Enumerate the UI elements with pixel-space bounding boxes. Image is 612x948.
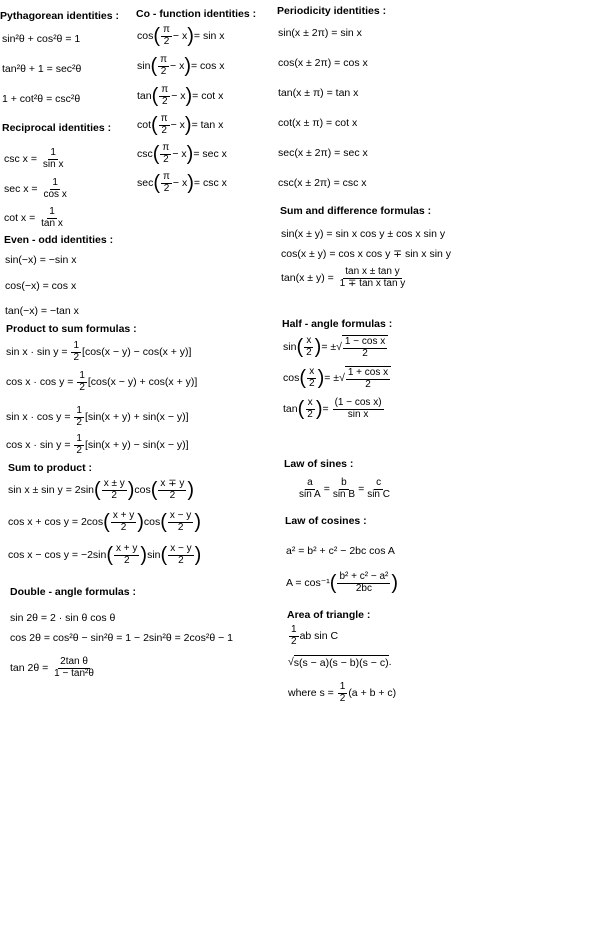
sum-to-product-eq-3: cos x − cos y = −2sin( $\frac{x + y}{2}$ )sin( $\frac{x - y}{2}$ ) bbox=[8, 543, 202, 566]
periodicity-eq-2: cos(x ± 2π) = cos x bbox=[278, 57, 368, 69]
reciprocal-title: Reciprocal identities : bbox=[2, 122, 112, 134]
area-eq-2: √s(s − a)(s − b)(s − c). bbox=[288, 656, 392, 669]
sum-difference-eq-1: sin(x ± y) = sin x cos y ± cos x sin y bbox=[281, 228, 446, 240]
law-of-sines-eq: $\frac{a}{\text{sin A}}$ = $\frac{b}{\text{sin B}}$ = $\frac{c}{\text{sin C}}$ bbox=[299, 477, 390, 500]
area-eq-3: where s = $\frac{1}{2}$ (a + b + c) bbox=[288, 681, 397, 704]
cofunction-eq-4: cot( $\frac{\pi}{2}$ − x)= tan x bbox=[137, 113, 224, 136]
half-angle-eq-1: sin( $\frac{x}{2}$ )= ±√ $\frac{\text{1 − cos x}}{2}$ bbox=[283, 335, 388, 359]
product-eq-4: cos x · sin y = $\frac{1}{2}$ [sin(x + y) − sin(x − y)] bbox=[6, 433, 189, 456]
cofunction-eq-5: csc( $\frac{\pi}{2}$ − x)= sec x bbox=[137, 142, 227, 165]
even-odd-eq-2: cos(−x) = cos x bbox=[5, 280, 77, 292]
cofunction-title: Co - function identities : bbox=[136, 8, 257, 20]
even-odd-eq-3: tan(−x) = −tan x bbox=[5, 305, 79, 317]
double-angle-eq-2: cos 2θ = cos²θ − sin²θ = 1 − 2sin²θ = 2cos²θ − 1 bbox=[10, 632, 233, 644]
sum-to-product-eq-2: cos x + cos y = 2cos( $\frac{x + y}{2}$ )cos( $\frac{x - y}{2}$ ) bbox=[8, 510, 201, 533]
half-angle-title: Half - angle formulas : bbox=[282, 318, 393, 330]
periodicity-eq-1: sin(x ± 2π) = sin x bbox=[278, 27, 362, 39]
cofunction-eq-1: cos( $\frac{\pi}{2}$ − x)= sin x bbox=[137, 24, 225, 47]
sum-to-product-title: Sum to product : bbox=[8, 462, 92, 474]
cofunction-eq-2: sin( $\frac{\pi}{2}$ − x)= cos x bbox=[137, 54, 225, 77]
product-title: Product to sum formulas : bbox=[6, 323, 137, 335]
cofunction-eq-3: tan( $\frac{\pi}{2}$ − x)= cot x bbox=[137, 84, 224, 107]
periodicity-eq-6: csc(x ± 2π) = csc x bbox=[278, 177, 367, 189]
pythagorean-eq-2: tan²θ + 1 = sec²θ bbox=[2, 63, 82, 75]
periodicity-eq-5: sec(x ± 2π) = sec x bbox=[278, 147, 368, 159]
area-title: Area of triangle : bbox=[287, 609, 371, 621]
reciprocal-eq-2: sec x = $\frac{1}{\text{cos x}}$ bbox=[4, 177, 67, 200]
law-of-cosines-eq-1: a² = b² + c² − 2bc cos A bbox=[286, 545, 395, 557]
product-eq-1: sin x · sin y = $\frac{1}{2}$ [cos(x − y) − cos(x + y)] bbox=[6, 340, 192, 363]
sum-difference-eq-3: tan(x ± y) = $\frac{\text{tan x ± tan y}}{\text{1 ∓ tan x tan y}}$ bbox=[281, 266, 406, 289]
double-angle-eq-3: tan 2θ = $\frac{\text{2tan θ}}{\text{1 − tan²θ}}$ bbox=[10, 656, 94, 679]
double-angle-eq-1: sin 2θ = 2 · sin θ cos θ bbox=[10, 612, 116, 624]
half-angle-eq-2: cos( $\frac{x}{2}$ )= ±√ $\frac{\text{1 + cos x}}{2}$ bbox=[283, 366, 391, 390]
law-of-cosines-title: Law of cosines : bbox=[285, 515, 367, 527]
even-odd-eq-1: sin(−x) = −sin x bbox=[5, 254, 77, 266]
periodicity-eq-3: tan(x ± π) = tan x bbox=[278, 87, 359, 99]
area-eq-1: $\frac{1}{2}$ ab sin C bbox=[291, 624, 339, 647]
pythagorean-eq-1: sin²θ + cos²θ = 1 bbox=[2, 33, 81, 45]
periodicity-title: Periodicity identities : bbox=[277, 5, 387, 17]
sum-to-product-eq-1: sin x ± sin y = 2sin( $\frac{x \pm y}{2}$ )cos( $\frac{x \mp y}{2}$ ) bbox=[8, 478, 195, 501]
pythagorean-eq-3: 1 + cot²θ = csc²θ bbox=[2, 93, 81, 105]
even-odd-title: Even - odd identities : bbox=[4, 234, 114, 246]
law-of-cosines-eq-2: A = cos⁻¹( $\frac{\text{b² + c² − a²}}{2bc}$ ) bbox=[286, 571, 399, 594]
pythagorean-title: Pythagorean identities : bbox=[0, 10, 120, 22]
periodicity-eq-4: cot(x ± π) = cot x bbox=[278, 117, 358, 129]
double-angle-title: Double - angle formulas : bbox=[10, 586, 137, 598]
product-eq-3: sin x · cos y = $\frac{1}{2}$ [sin(x + y) + sin(x − y)] bbox=[6, 405, 189, 428]
reciprocal-eq-3: cot x = $\frac{1}{\text{tan x}}$ bbox=[4, 206, 63, 229]
half-angle-eq-3: tan( $\frac{x}{2}$ )= $\frac{\text{(1 − cos x)}}{\text{sin x}}$ bbox=[283, 397, 382, 420]
sum-difference-eq-2: cos(x ± y) = cos x cos y ∓ sin x sin y bbox=[281, 248, 452, 260]
product-eq-2: cos x · cos y = $\frac{1}{2}$ [cos(x − y) + cos(x + y)] bbox=[6, 370, 198, 393]
law-of-sines-title: Law of sines : bbox=[284, 458, 354, 470]
reciprocal-eq-1: csc x = $\frac{1}{\text{sin x}}$ bbox=[4, 147, 64, 170]
sum-difference-title: Sum and difference formulas : bbox=[280, 205, 432, 217]
cofunction-eq-6: sec( $\frac{\pi}{2}$ − x)= csc x bbox=[137, 171, 227, 194]
